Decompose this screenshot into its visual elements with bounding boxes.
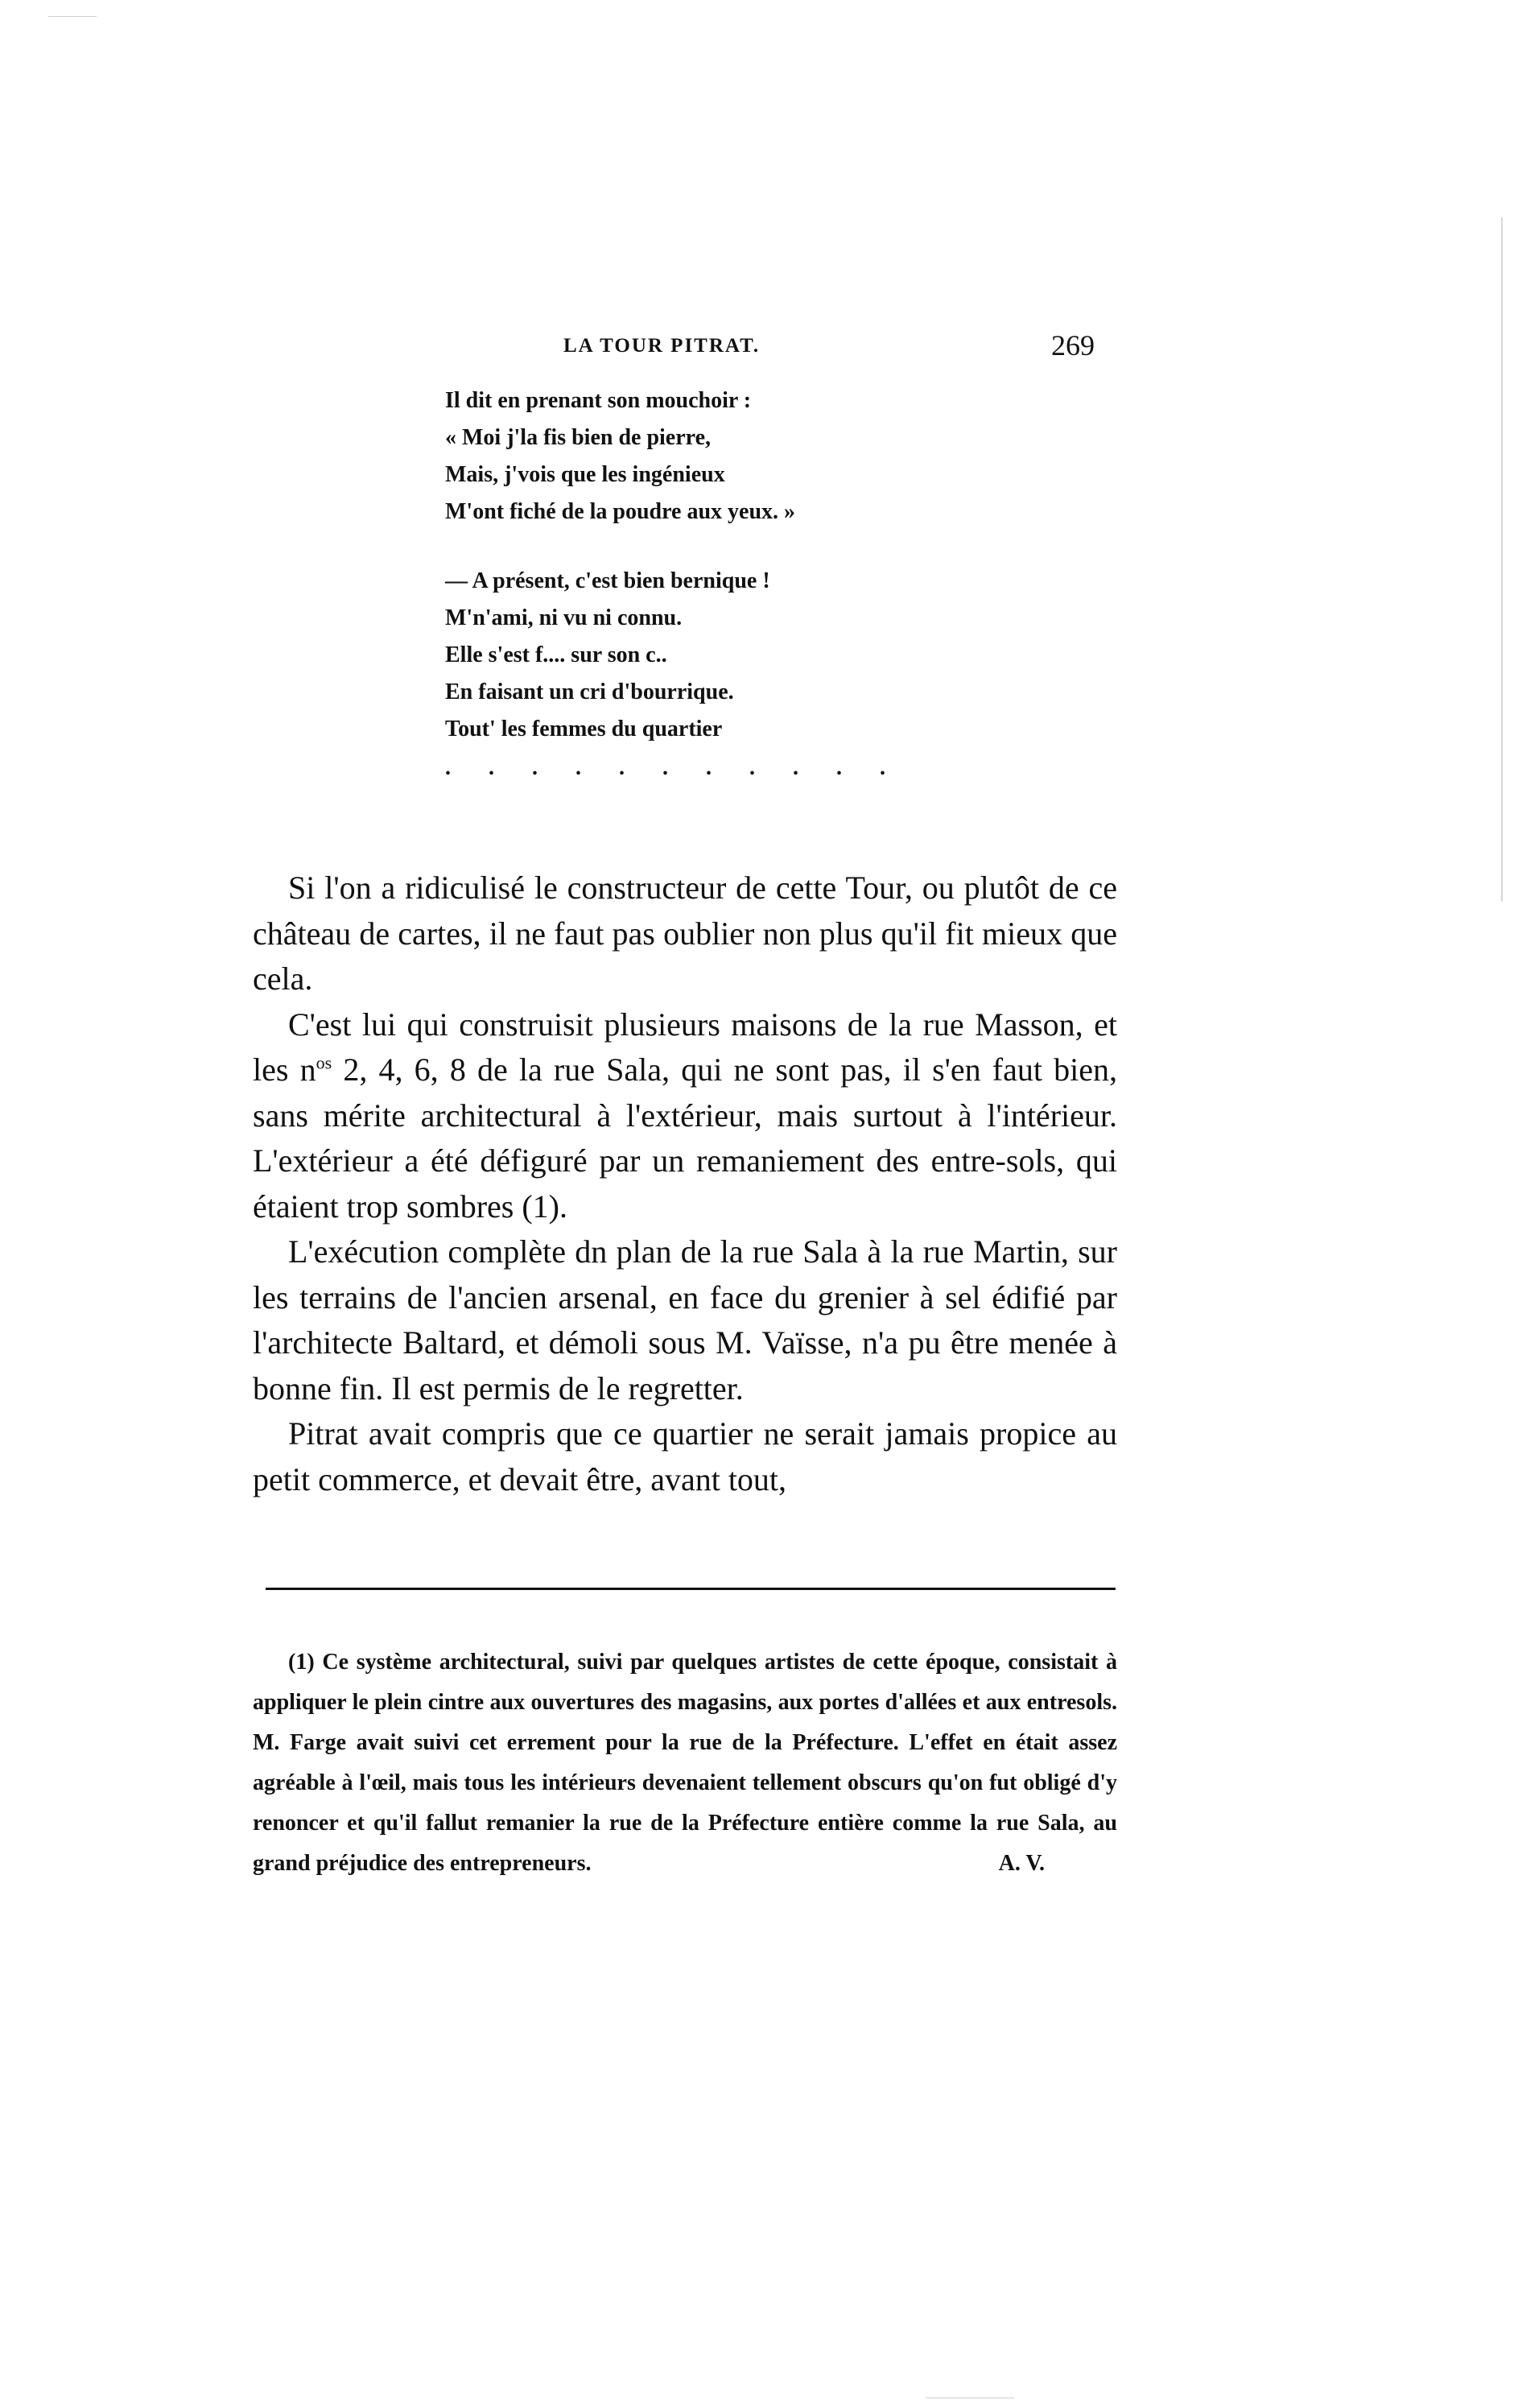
verse-line: M'n'ami, ni vu ni connu.: [445, 605, 683, 630]
paragraph-1: Si l'on a ridiculisé le constructeur de cette Tour, ou plutôt de ce château de cartes, il ne faut pas oublier non plus qu'il fit mieux que cela.: [253, 869, 1117, 997]
poem-stanza-1: [445, 382, 1009, 531]
paragraph-2: [253, 1002, 1117, 1230]
verse-line: Tout' les femmes du quartier: [445, 717, 723, 741]
poem: [445, 382, 1009, 787]
verse-line: « Moi j'la fis bien de pierre,: [445, 425, 711, 450]
paragraph-4: Pitrat avait compris que ce quartier ne serait jamais propice au petit commerce, et devait être, avant tout,: [253, 1415, 1117, 1497]
verse-line: Il dit en prenant son mouchoir :: [445, 388, 752, 413]
verse-line: Elle s'est f.... sur son c..: [445, 642, 667, 667]
superscript: os: [316, 1052, 332, 1073]
paragraph-3: L'exécution complète dn plan de la rue Sala à la rue Martin, sur les terrains de l'ancien arsenal, en face du grenier à sel édifié par l'architecte Baltard, et démoli sous M. Vaïsse, n'a pu être menée à bonne fin. Il est permis de le regretter.: [253, 1233, 1117, 1406]
paragraph-2-text: 2, 4, 6, 8 de la rue Sala, qui ne sont pas, il s'en faut bien, sans mérite architectural à l'extérieur, mais surtout à l'intérieur. L'extérieur a été défiguré par un remaniement des entre-sols, qui étaient trop sombres (1).: [253, 1051, 1117, 1225]
page-number: 269: [1051, 329, 1095, 361]
running-head: [451, 328, 1095, 369]
running-title: LA TOUR PITRAT.: [563, 335, 761, 357]
verse-line: M'ont fiché de la poudre aux yeux. »: [445, 499, 796, 524]
footnote-body: (1) Ce système architectural, suivi par quelques artistes de cette époque, consistait à appliquer le plein cintre aux ouvertures des magasins, aux portes d'allées et aux entresols. M. Farge avait suivi cet errement pour la rue de la Préfecture. L'effet en était assez agréable à l'œil, mais tous les intérieurs devenaient tellement obscurs qu'on fut obligé d'y renoncer et qu'il fallut remanier la rue de la Préfecture entière comme la rue Sala, au grand préjudice des entrepreneurs.: [253, 1650, 1117, 1876]
footnote-divider: [266, 1588, 1116, 1590]
poem-stanza-2: [445, 563, 1009, 787]
scan-artifact: [48, 16, 97, 17]
paragraph-2-text: C'est lui qui construisit plusieurs maisons de la rue Masson, et les n: [253, 1006, 1117, 1088]
footnote-text: [253, 1642, 1117, 1884]
footnote: [253, 1642, 1117, 1884]
verse-line: — A présent, c'est bien bernique !: [445, 568, 770, 593]
verse-line: En faisant un cri d'bourrique.: [445, 679, 734, 704]
footnote-signature: A. V.: [998, 1851, 1045, 1876]
body-text: [253, 865, 1117, 1502]
verse-line: Mais, j'vois que les ingénieux: [445, 462, 725, 487]
scan-edge: [1501, 217, 1503, 902]
poem-ellipsis: . . . . . . . . . . .: [445, 755, 901, 780]
